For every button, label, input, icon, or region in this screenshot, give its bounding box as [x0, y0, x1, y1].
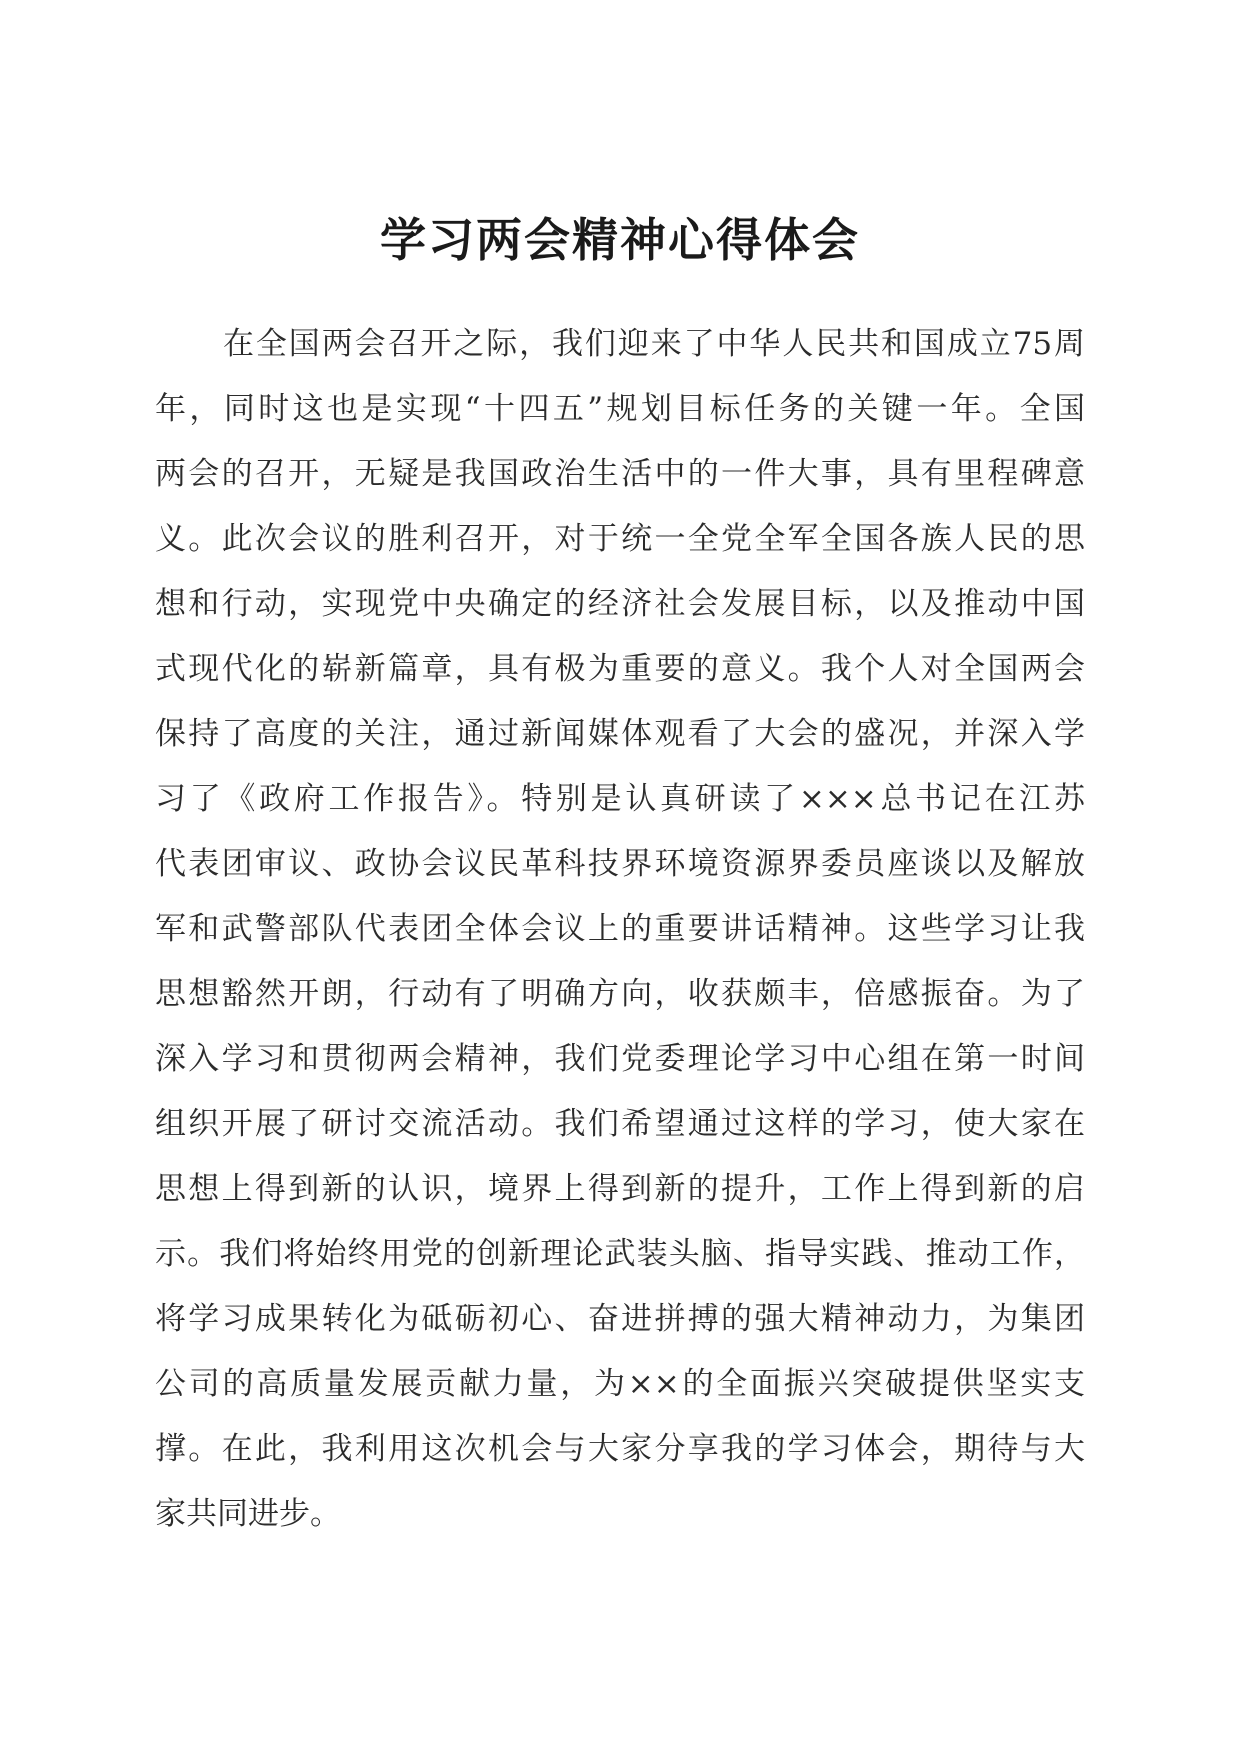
paragraph-line: 思想豁然开朗，行动有了明确方向，收获颇丰，倍感振奋。为了	[155, 976, 1085, 1012]
paragraph-line: 撑。在此，我利用这次机会与大家分享我的学习体会，期待与大	[155, 1431, 1085, 1467]
paragraph-line: 义。此次会议的胜利召开，对于统一全党全军全国各族人民的思	[155, 521, 1085, 557]
paragraph-line: 军和武警部队代表团全体会议上的重要讲话精神。这些学习让我	[155, 911, 1085, 947]
paragraph-line: 示。我们将始终用党的创新理论武装头脑、指导实践、推动工作，	[155, 1236, 1085, 1272]
paragraph-line: 组织开展了研讨交流活动。我们希望通过这样的学习，使大家在	[155, 1106, 1085, 1142]
paragraph-line: 想和行动，实现党中央确定的经济社会发展目标，以及推动中国	[155, 586, 1085, 622]
paragraph-line: 习了《政府工作报告》。特别是认真研读了×××总书记在江苏	[155, 781, 1085, 817]
paragraph-line: 深入学习和贯彻两会精神，我们党委理论学习中心组在第一时间	[155, 1041, 1085, 1077]
paragraph-line: 两会的召开，无疑是我国政治生活中的一件大事，具有里程碑意	[155, 456, 1085, 492]
document-title: 学习两会精神心得体会	[380, 213, 860, 267]
paragraph-line: 公司的高质量发展贡献力量，为××的全面振兴突破提供坚实支	[155, 1366, 1085, 1402]
paragraph-line: 将学习成果转化为砥砺初心、奋进拼搏的强大精神动力，为集团	[155, 1301, 1085, 1337]
paragraph-line: 在全国两会召开之际，我们迎来了中华人民共和国成立75周	[223, 326, 1085, 362]
paragraph-line: 式现代化的崭新篇章，具有极为重要的意义。我个人对全国两会	[155, 651, 1085, 687]
paragraph-line: 家共同进步。	[155, 1496, 341, 1532]
paragraph-line: 代表团审议、政协会议民革科技界环境资源界委员座谈以及解放	[155, 846, 1085, 882]
paragraph-line: 年，同时这也是实现“十四五”规划目标任务的关键一年。全国	[155, 391, 1085, 427]
body-paragraph	[155, 312, 1085, 1547]
paragraph-line: 思想上得到新的认识，境界上得到新的提升，工作上得到新的启	[155, 1171, 1085, 1207]
paragraph-line: 保持了高度的关注，通过新闻媒体观看了大会的盛况，并深入学	[155, 716, 1085, 752]
